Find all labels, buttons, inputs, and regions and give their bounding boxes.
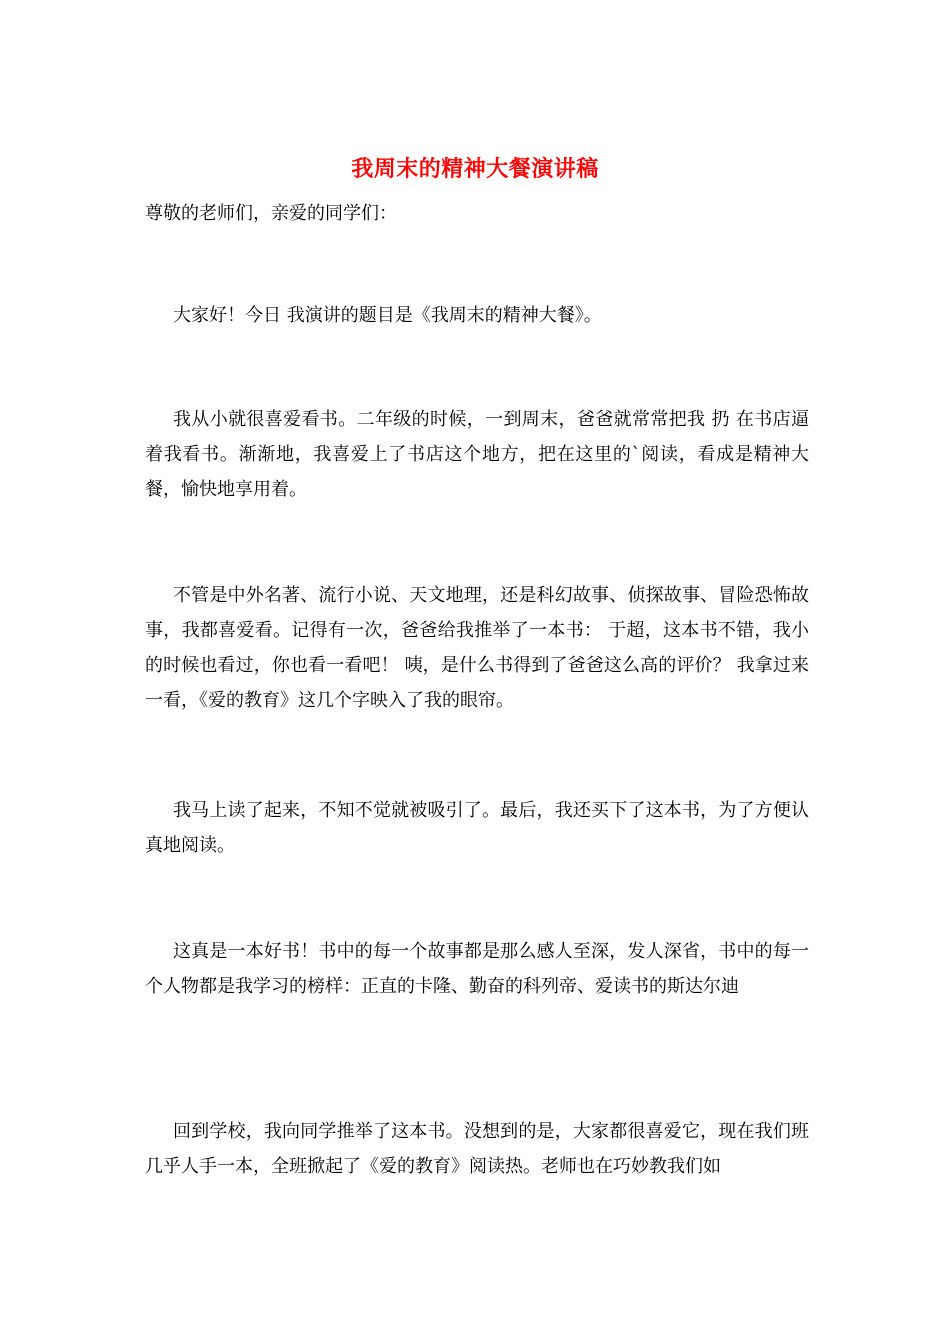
paragraph-1: 大家好！今日 我演讲的题目是《我周末的精神大餐》。 bbox=[173, 305, 602, 326]
salutation: 尊敬的老师们，亲爱的同学们： bbox=[145, 203, 397, 224]
document-title: 我周末的精神大餐演讲稿 bbox=[351, 156, 599, 182]
paragraph-6: 回到学校，我向同学推举了这本书。没想到的是，大家都很喜爱它，现在我们班几乎人手一本，全班掀起了《爱的教育》阅读热。老师也在巧妙教我们如 bbox=[145, 1121, 809, 1177]
paragraph-3: 不管是中外名著、流行小说、天文地理，还是科幻故事、侦探故事、冒险恐怖故事，我都喜爱看。记得有一次，爸爸给我推举了一本书： 于超，这本书不错，我小的时候也看过，你也看一看吧！ 咦，是什么书得到了爸爸这么高的评价？ 我拿过来一看，《爱的教育》这几个字映入了我的眼帘。 bbox=[145, 585, 809, 711]
paragraph-2: 我从小就很喜爱看书。二年级的时候，一到周末，爸爸就常常把我 扔 在书店逼着我看书。渐渐地，我喜爱上了书店这个地方，把在这里的`阅读，看成是精神大餐，愉快地享用着。 bbox=[145, 409, 809, 500]
paragraph-5: 这真是一本好书！书中的每一个故事都是那么感人至深，发人深省，书中的每一个人物都是我学习的榜样：正直的卡隆、勤奋的科列帝、爱读书的斯达尔迪 bbox=[145, 941, 809, 997]
paragraph-4: 我马上读了起来，不知不觉就被吸引了。最后，我还买下了这本书，为了方便认真地阅读。 bbox=[145, 800, 809, 856]
